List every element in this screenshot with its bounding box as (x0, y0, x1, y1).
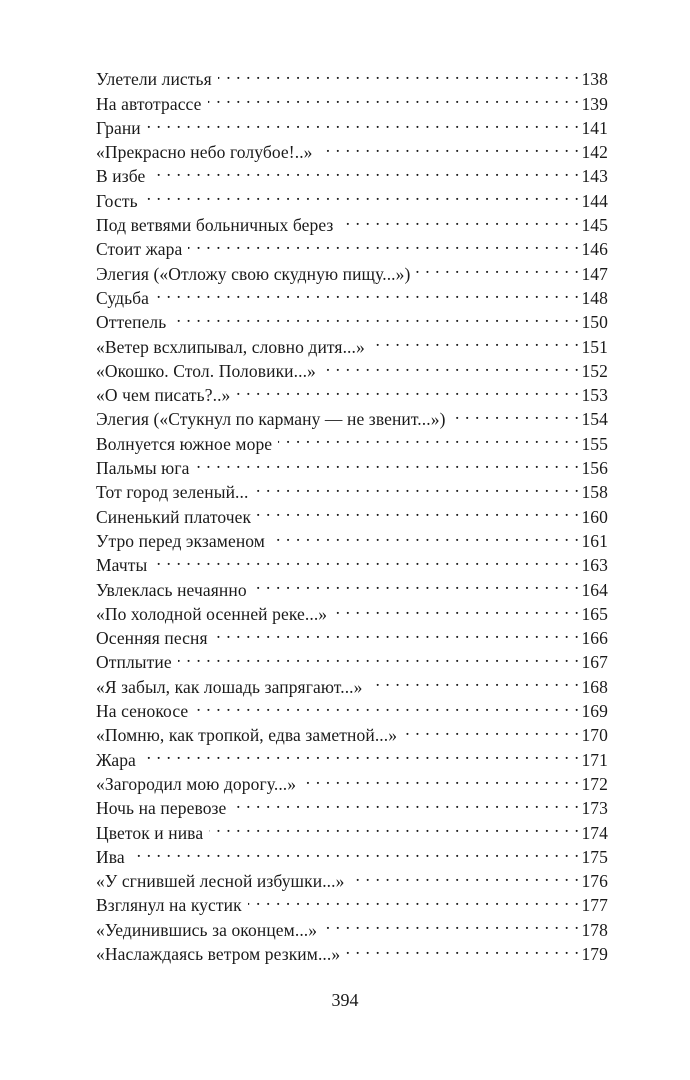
toc-entry-title: Жара (96, 749, 136, 770)
toc-entry-title: «Уединившись за оконцем...» (96, 919, 318, 940)
toc-entry-title: «Окошко. Стол. Половики...» (96, 360, 316, 381)
toc-entry-title: «Ветер всхлипывал, словно дитя...» (96, 336, 365, 357)
dot-leader (319, 134, 580, 158)
toc-entry (96, 207, 608, 236)
toc-entry-page: 167 (581, 652, 608, 673)
toc-entry-page: 169 (581, 701, 608, 722)
toc-entry-title: Ива (96, 846, 125, 867)
toc-entry-page: 172 (581, 773, 608, 794)
toc-entry-page: 153 (581, 385, 608, 406)
toc-entry (96, 182, 608, 211)
toc-entry-title: Мачты (96, 555, 148, 576)
toc-entry-title: «Прекрасно небо голубое!..» (96, 142, 313, 163)
toc-entry-title: «Помню, как тропкой, едва заметной...» (96, 725, 398, 746)
toc-entry-title: «Я забыл, как лошадь запрягают...» (96, 676, 363, 697)
toc-entry-page: 178 (581, 919, 608, 940)
toc-entry-title: На автотрассе (96, 93, 202, 114)
toc-entry-page: 148 (581, 287, 608, 308)
toc-entry-title: «Загородил мою дорогу...» (96, 773, 297, 794)
toc-entry-page: 160 (581, 506, 608, 527)
toc-entry-page: 156 (581, 458, 608, 479)
toc-entry-title: Под ветвями больничных берез (96, 215, 334, 236)
toc-entry-page: 158 (581, 482, 608, 503)
toc-entry-page: 144 (581, 190, 608, 211)
toc-entry-page: 147 (581, 263, 608, 284)
toc-entry-title: Увлеклась нечаянно (96, 579, 247, 600)
toc-entry-title: Судьба (96, 287, 150, 308)
toc-entry-page: 168 (581, 676, 608, 697)
toc-entry (96, 741, 608, 770)
toc-entry-title: Стоит жара (96, 239, 183, 260)
toc-entry-page: 175 (581, 846, 608, 867)
toc-entry-page: 179 (581, 943, 608, 964)
toc-entry-page: 139 (581, 93, 608, 114)
dot-leader (188, 231, 579, 255)
toc-entry (96, 571, 608, 600)
toc-entry-page: 152 (581, 360, 608, 381)
toc-entry-title: «Наслаждаясь ветром резким...» (96, 943, 341, 964)
toc-entry-page: 171 (581, 749, 608, 770)
page-number: 394 (331, 990, 359, 1010)
toc-entry-title: Ночь на перевозе (96, 798, 227, 819)
toc-entry (96, 863, 608, 892)
toc-entry-title: «У сгнившей лесной избушки...» (96, 871, 345, 892)
toc-entry-title: «О чем писать?..» (96, 385, 231, 406)
toc-entry-page: 145 (581, 215, 608, 236)
toc-entry-page: 143 (581, 166, 608, 187)
toc-entry-title: Отплытие (96, 652, 172, 673)
dot-leader (178, 644, 580, 668)
toc-entry-page: 146 (581, 239, 608, 260)
toc-entry-title: На сенокосе (96, 701, 189, 722)
toc-entry-page: 155 (581, 433, 608, 454)
toc-entry-page: 174 (581, 822, 608, 843)
dot-leader (257, 498, 579, 522)
toc-entry (96, 110, 608, 138)
dot-leader (147, 110, 580, 134)
dot-leader (302, 766, 579, 790)
dot-leader (371, 328, 580, 352)
dot-leader (403, 717, 579, 741)
dot-leader (278, 425, 579, 449)
toc-entry-page: 138 (581, 69, 608, 90)
dot-leader (194, 693, 579, 717)
dot-leader (236, 377, 579, 401)
dot-leader (339, 207, 579, 231)
toc-entry-page: 154 (581, 409, 608, 430)
dot-leader (350, 863, 579, 887)
toc-entry-title: Тот город зеленый... (96, 482, 249, 503)
toc-entry-page: 141 (581, 117, 608, 138)
toc-entry-page: 166 (581, 628, 608, 649)
toc-entry-title: Грани (96, 117, 141, 138)
dot-leader (323, 911, 579, 935)
dot-leader (254, 474, 579, 498)
toc-entry-page: 163 (581, 555, 608, 576)
toc-entry (96, 839, 608, 867)
dot-leader (144, 182, 580, 206)
toc-entry (96, 158, 608, 187)
toc-entry-title: Волнуется южное море (96, 433, 273, 454)
toc-entry-title: Синенький платочек (96, 506, 252, 527)
dot-leader (452, 401, 580, 425)
toc-entry-page: 164 (581, 579, 608, 600)
dot-leader (369, 668, 580, 692)
toc-entry-title: «По холодной осенней реке...» (96, 603, 328, 624)
dot-leader (322, 353, 580, 377)
toc-entry (96, 280, 608, 308)
table-of-contents (96, 61, 608, 964)
dot-leader (346, 936, 579, 960)
toc-entry-title: Осенняя песня (96, 628, 208, 649)
dot-leader (151, 158, 579, 182)
toc-entry (96, 328, 608, 357)
toc-entry (96, 61, 608, 90)
toc-entry-page: 150 (581, 312, 608, 333)
dot-leader (218, 61, 580, 85)
dot-leader (209, 814, 579, 838)
dot-leader (416, 255, 579, 279)
toc-entry-page: 176 (581, 871, 608, 892)
toc-entry-page: 170 (581, 725, 608, 746)
toc-entry-title: Пальмы юга (96, 458, 190, 479)
dot-leader (153, 547, 579, 571)
toc-entry-page: 142 (581, 142, 608, 163)
toc-entry-title: Улетели листья (96, 69, 212, 90)
dot-leader (333, 596, 579, 620)
toc-entry-page: 151 (581, 336, 608, 357)
dot-leader (196, 450, 580, 474)
toc-entry-title: Цветок и нива (96, 822, 204, 843)
toc-entry (96, 766, 608, 794)
dot-leader (271, 523, 579, 547)
toc-entry-title: Взглянул на кустик (96, 895, 242, 916)
toc-entry (96, 304, 608, 333)
toc-entry-title: Элегия («Отложу свою скудную пищу...») (96, 263, 411, 284)
toc-entry-title: Гость (96, 190, 138, 211)
dot-leader (232, 790, 579, 814)
toc-entry-page: 177 (581, 895, 608, 916)
dot-leader (155, 280, 579, 304)
toc-entry-title: Утро перед экзаменом (96, 530, 265, 551)
toc-entry-title: Элегия («Стукнул по карману — не звенит...») (96, 409, 446, 430)
dot-leader (131, 839, 580, 863)
dot-leader (248, 887, 580, 911)
dot-leader (142, 741, 580, 765)
dot-leader (208, 85, 580, 109)
dot-leader (172, 304, 579, 328)
toc-entry-title: Оттепель (96, 312, 167, 333)
toc-entry (96, 134, 608, 163)
toc-entry-page: 161 (581, 530, 608, 551)
toc-entry-title: В избе (96, 166, 146, 187)
dot-leader (253, 571, 580, 595)
toc-entry (96, 547, 608, 576)
toc-entry-page: 165 (581, 603, 608, 624)
dot-leader (214, 620, 580, 644)
toc-entry-page: 173 (581, 798, 608, 819)
